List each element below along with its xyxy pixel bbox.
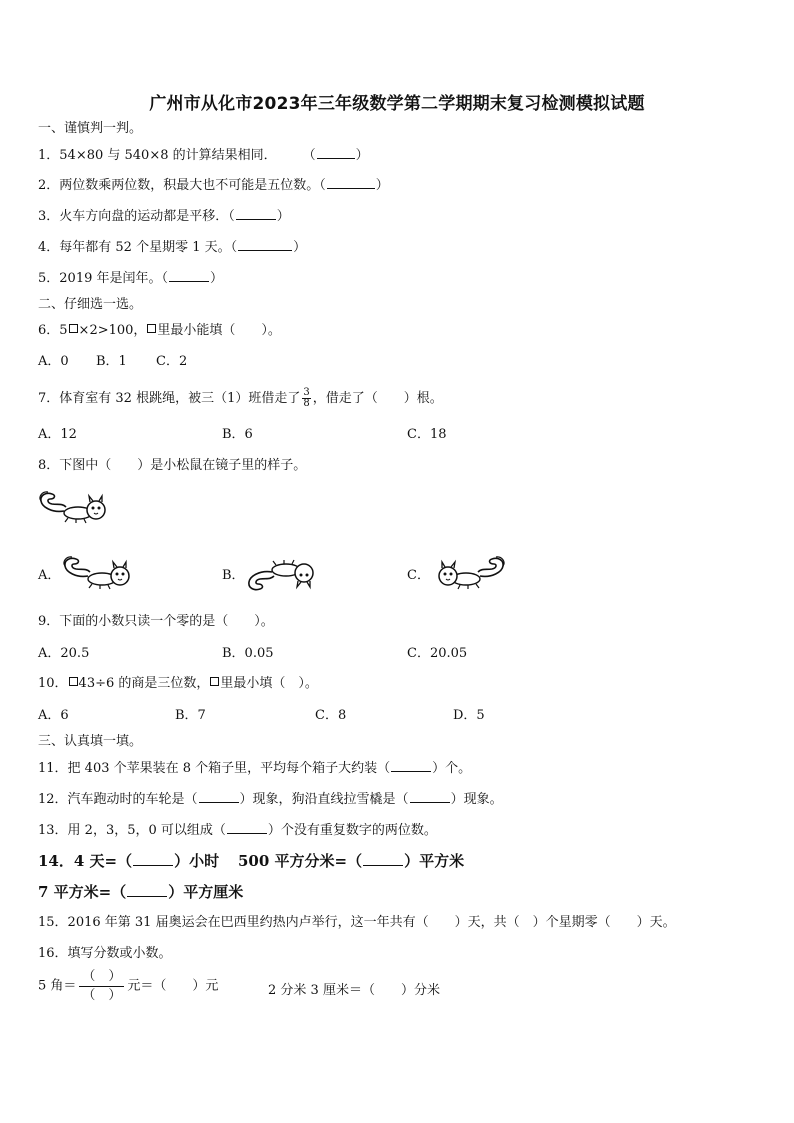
q14a-post: ）小时 <box>174 852 220 870</box>
q12-post: ）现象。 <box>450 792 503 807</box>
q9-option-a[interactable]: A．20.5 <box>38 646 90 661</box>
answer-blank[interactable] <box>391 760 431 772</box>
q13-pre: 13．用 2，3，5，0 可以组成（ <box>38 823 226 838</box>
q6-post: ×2>100， <box>78 323 147 338</box>
paren-close: ） <box>355 148 369 163</box>
squirrel-option-b-icon[interactable] <box>246 554 320 594</box>
question-13 <box>38 822 437 839</box>
page-title: 广州市从化市2023年三年级数学第二学期期末复习检测模拟试题 <box>149 94 645 114</box>
paren-open: （ <box>161 271 169 286</box>
q6-pre: 6．5 <box>38 323 68 338</box>
frac-den: （ ） <box>82 988 122 1003</box>
q16a-pre: 5 角＝ <box>38 978 77 994</box>
question-5-text: 5．2019 年是闰年。 <box>38 271 162 286</box>
question-11 <box>38 760 471 777</box>
paren-close: ） <box>293 240 307 255</box>
q6-option-b[interactable]: B．1 <box>96 354 127 369</box>
frac-num: 3 <box>303 387 310 398</box>
question-3-text: 3．火车方向盘的运动都是平移． <box>38 209 229 224</box>
q11-pre: 11．把 403 个苹果装在 8 个箱子里，平均每个箱子大约装（ <box>38 761 391 776</box>
paren-open: （ <box>230 240 238 255</box>
question-8: 8．下图中（ ）是小松鼠在镜子里的样子。 <box>38 458 307 473</box>
q7-pre: 7．体育室有 32 根跳绳，被三（1）班借走了 <box>38 391 301 406</box>
q14b-post: ）平方米 <box>404 852 465 870</box>
question-16: 16．填写分数或小数。 <box>38 946 172 961</box>
question-14-part-b <box>238 852 464 869</box>
q10-post: 里最小填（ ）。 <box>220 676 318 691</box>
answer-blank[interactable] <box>317 147 355 159</box>
section-2-heading: 二、仔细选一选。 <box>38 297 143 312</box>
question-4 <box>38 239 306 256</box>
question-7 <box>38 388 443 409</box>
paren-open: （ <box>302 148 316 163</box>
q8-option-b[interactable]: B． <box>222 568 245 583</box>
section-3-heading: 三、认真填一填。 <box>38 734 143 749</box>
answer-blank[interactable] <box>133 852 173 866</box>
question-14-part-a <box>38 852 219 869</box>
q7-post: ，借走了（ ）根。 <box>312 391 443 406</box>
question-1 <box>38 147 369 164</box>
q10-option-b[interactable]: B．7 <box>175 708 206 723</box>
q14b-pre: 500 平方分米=（ <box>238 852 363 870</box>
question-4-text: 4．每年都有 52 个星期零 1 天。 <box>38 240 231 255</box>
q7-option-a[interactable]: A．12 <box>38 427 77 442</box>
q8-option-c[interactable]: C． <box>407 568 430 583</box>
frac-den: 8 <box>303 398 310 409</box>
fraction-blank[interactable] <box>79 968 124 1005</box>
answer-blank[interactable] <box>363 852 403 866</box>
square-box-icon <box>69 324 78 333</box>
square-box-icon <box>147 324 156 333</box>
q6-post2: 里最小能填（ ）。 <box>157 323 281 338</box>
q14a-pre: 14．4 天=（ <box>38 852 133 870</box>
q10-option-a[interactable]: A．6 <box>38 708 69 723</box>
paren-open: （ <box>319 178 326 193</box>
q12-mid: ）现象，狗沿直线拉雪橇是（ <box>239 792 409 807</box>
fraction-3-8 <box>302 388 310 409</box>
squirrel-option-a-icon[interactable] <box>62 554 136 592</box>
q14c-post: ）平方厘米 <box>168 883 244 901</box>
q8-option-a[interactable]: A． <box>38 568 61 583</box>
question-10 <box>38 676 318 692</box>
q10-option-c[interactable]: C．8 <box>315 708 347 723</box>
answer-blank[interactable] <box>227 822 267 834</box>
question-9: 9．下面的小数只读一个零的是（ ）。 <box>38 614 274 629</box>
q12-pre: 12．汽车跑动时的车轮是（ <box>38 792 198 807</box>
answer-blank[interactable] <box>169 270 209 282</box>
question-3 <box>38 208 290 225</box>
question-16-part-b: 2 分米 3 厘米＝（ ）分米 <box>268 983 440 998</box>
frac-num: （ ） <box>79 968 124 987</box>
question-16-part-a <box>38 968 218 1005</box>
paren-open: （ <box>228 209 235 224</box>
answer-blank[interactable] <box>410 791 450 803</box>
q7-option-c[interactable]: C．18 <box>407 427 447 442</box>
q10-pre: 10． <box>38 676 68 691</box>
question-1-text: 1．54×80 与 540×8 的计算结果相同． <box>38 148 277 163</box>
square-box-icon <box>210 677 219 686</box>
answer-blank[interactable] <box>127 883 167 897</box>
square-box-icon <box>69 677 78 686</box>
squirrel-original-icon <box>38 489 112 527</box>
answer-blank[interactable] <box>327 177 375 189</box>
q7-option-b[interactable]: B．6 <box>222 427 253 442</box>
q6-option-a[interactable]: A．0 <box>38 354 69 369</box>
squirrel-option-c-icon[interactable] <box>432 554 506 592</box>
q6-option-c[interactable]: C．2 <box>156 354 188 369</box>
q13-post: ）个没有重复数字的两位数。 <box>267 823 437 838</box>
q10-option-d[interactable]: D．5 <box>453 708 485 723</box>
question-14-part-c <box>38 883 243 900</box>
question-6 <box>38 323 281 339</box>
question-12 <box>38 791 503 808</box>
paren-close: ） <box>210 271 224 286</box>
q9-option-b[interactable]: B．0.05 <box>222 646 274 661</box>
paren-close: ） <box>375 178 389 193</box>
q10-mid: 43÷6 的商是三位数， <box>78 676 210 691</box>
question-5 <box>38 270 223 287</box>
q14c-pre: 7 平方米=（ <box>38 883 127 901</box>
paren-close: ） <box>276 209 290 224</box>
answer-blank[interactable] <box>199 791 239 803</box>
q16a-post: 元＝（ ）元 <box>127 978 219 994</box>
section-1-heading: 一、谨慎判一判。 <box>38 121 143 136</box>
question-2 <box>38 177 389 194</box>
q11-post: ）个。 <box>432 761 472 776</box>
question-15: 15．2016 年第 31 届奥运会在巴西里约热内卢举行，这一年共有（ ）天，共（ ）个星期零（ ）天。 <box>38 915 676 930</box>
answer-blank[interactable] <box>238 239 292 251</box>
question-2-text: 2．两位数乘两位数，积最大也不可能是五位数。 <box>38 178 320 193</box>
q9-option-c[interactable]: C．20.05 <box>407 646 468 661</box>
answer-blank[interactable] <box>236 208 276 220</box>
